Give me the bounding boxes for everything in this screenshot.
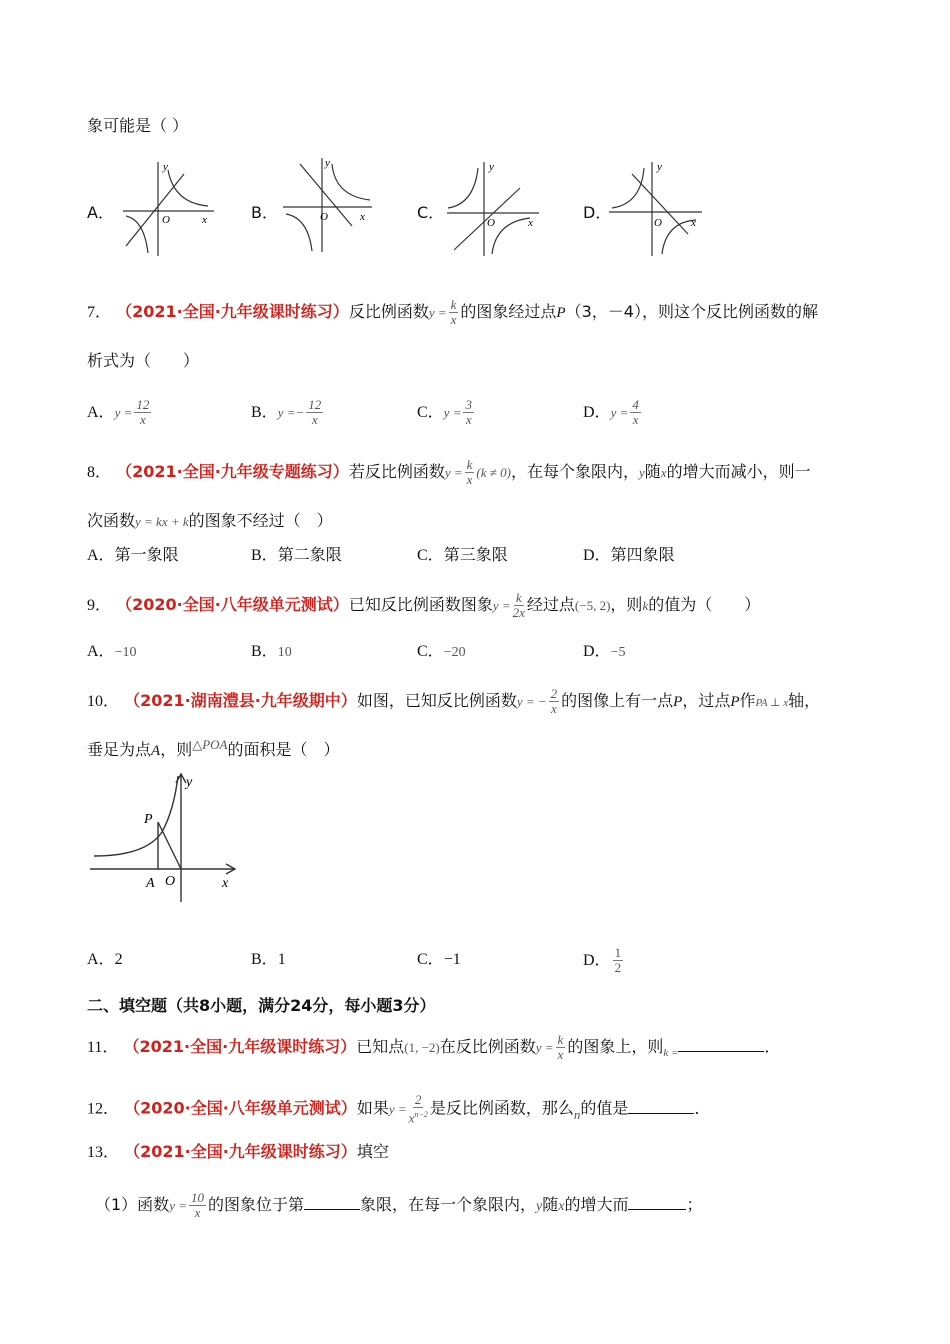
q6-graph-d — [606, 158, 706, 258]
q6-option-b-label[interactable]: B． — [251, 203, 278, 222]
question-9-line-1: 9． （2020·全国·八年级单元测试）已知反比例函数图象y = $\frac{k}{2x}$ 经过点(−5, 2)，则k的值为（ ） — [87, 590, 761, 620]
axis-label-y: y — [325, 157, 330, 169]
question-number: 7． — [87, 304, 112, 321]
q6-graph-c — [444, 158, 544, 258]
q9-option-c[interactable]: C．−20 — [417, 643, 466, 660]
hyperbola-branch — [612, 168, 644, 208]
question-10-line-1: 10． （2021·湖南澧县·九年级期中）如图，已知反比例函数y = − $\frac{2}{x}$ 的图像上有一点P，过点P作PA ⊥ x轴， — [87, 686, 821, 716]
axis-label-x: x — [202, 214, 207, 226]
point-label-p: P — [144, 812, 153, 827]
axis-label-y: y — [186, 775, 193, 790]
q9-option-a[interactable]: A．−10 — [87, 643, 137, 660]
q10-option-c[interactable]: C．−1 — [417, 951, 461, 968]
q8-option-b[interactable]: B．第二象限 — [251, 545, 342, 564]
point-label-o: O — [165, 874, 176, 889]
axis-label-y: y — [657, 161, 662, 173]
question-number: 11． — [87, 1039, 119, 1056]
question-number: 8． — [87, 464, 112, 481]
q6-option-c-label[interactable]: C． — [417, 203, 445, 222]
answer-blank[interactable] — [628, 1099, 694, 1114]
q7-option-c[interactable]: C．y = $\frac{3}{x}$ — [417, 397, 472, 427]
hyperbola-branch — [286, 214, 312, 251]
question-number: 10． — [87, 693, 120, 710]
answer-blank[interactable] — [304, 1195, 360, 1210]
answer-blank[interactable] — [628, 1195, 686, 1210]
q6-option-d-label[interactable]: D． — [583, 203, 612, 222]
source-tag: （2021·全国·九年级课时练习） — [116, 302, 349, 321]
question-13: 13． （2021·全国·九年级课时练习）填空 — [87, 1142, 389, 1161]
q8-option-d[interactable]: D．第四象限 — [583, 545, 675, 564]
q7-option-a[interactable]: A．y = $\frac{12}{x}$ — [87, 397, 150, 427]
q10-option-b[interactable]: B．1 — [251, 951, 286, 968]
q7-option-b[interactable]: B．y =− $\frac{12}{x}$ — [251, 397, 322, 427]
question-10-line-2: 垂足为点A，则$^{\triangle POA}$的面积是（ ） — [87, 737, 340, 759]
hyperbola-branch — [448, 168, 478, 208]
answer-blank[interactable] — [678, 1037, 764, 1052]
axis-label-y: y — [489, 161, 494, 173]
q6-graph-b — [280, 154, 380, 254]
question-8-line-1: 8． （2021·全国·九年级专题练习）若反比例函数y = $\frac{k}{x}$ (k ≠ 0)，在每个象限内，y随x的增大而减小，则一 — [87, 457, 811, 487]
q10-figure — [86, 770, 246, 905]
section-2-heading: 二、填空题（共8小题，满分24分，每小题3分） — [87, 996, 436, 1015]
q9-option-b[interactable]: B．10 — [251, 643, 292, 660]
hyperbola-branch — [126, 216, 148, 253]
fraction: $\frac{k}{x}$ — [450, 297, 457, 327]
source-tag: （2021·全国·九年级专题练习） — [116, 462, 349, 481]
source-tag: （2021·全国·九年级课时练习） — [124, 1142, 357, 1161]
q9-option-d[interactable]: D．−5 — [583, 643, 626, 660]
hyperbola-branch — [332, 164, 370, 200]
axis-label-o: O — [162, 214, 170, 226]
linear-line — [126, 174, 184, 246]
axis-label-x: x — [360, 211, 365, 223]
question-number: 13． — [87, 1144, 120, 1161]
q10-option-a[interactable]: A．2 — [87, 951, 123, 968]
question-13-part-1: （1）函数y = $\frac{10}{x}$ 的图象位于第 象限，在每一个象限内，y随x的增大而 ； — [95, 1190, 703, 1220]
q10-option-d[interactable]: D． $\frac{1}{2}$ — [583, 945, 622, 975]
source-tag: （2020·全国·八年级单元测试） — [116, 595, 349, 614]
axis-label-y: y — [163, 161, 168, 173]
question-7-line-2: 析式为（ ） — [87, 351, 200, 370]
segment-po — [158, 822, 181, 869]
axis-label-o: O — [654, 217, 662, 229]
q8-option-c[interactable]: C．第三象限 — [417, 545, 508, 564]
q7-option-d[interactable]: D．y = $\frac{4}{x}$ — [583, 397, 639, 427]
axis-label-x: x — [528, 217, 533, 229]
question-7-line-1: 7． （2021·全国·九年级课时练习）反比例函数y = $\frac{k}{x}$ 的图象经过点P（3，－4），则这个反比例函数的解 — [87, 297, 818, 327]
question-12: 12． （2020·全国·八年级单元测试）如果y = $\frac{2}{x^{n-2}}$ 是反比例函数，那么$_n$的值是 ． — [87, 1092, 711, 1126]
axis-label-x: x — [222, 876, 229, 891]
question-8-line-2: 次函数y = kx + k的图象不经过（ ） — [87, 511, 333, 530]
source-tag: （2021·全国·九年级课时练习） — [123, 1037, 357, 1056]
point-label-a: A — [146, 876, 155, 891]
axis-label-o: O — [487, 217, 495, 229]
source-tag: （2020·全国·八年级单元测试） — [124, 1098, 357, 1118]
question-number: 9． — [87, 597, 112, 614]
q6-graph-a — [118, 158, 218, 258]
axis-label-o: O — [320, 211, 328, 223]
hyperbola-branch — [492, 218, 530, 254]
source-tag: （2021·湖南澧县·九年级期中） — [124, 691, 357, 710]
hyperbola-branch — [168, 170, 208, 206]
question-number: 12． — [87, 1100, 120, 1118]
question-11: 11． （2021·全国·九年级课时练习）已知点(1, −2)在反比例函数y = $\frac{k}{x}$ 的图象上，则$_{k =}$ ． — [87, 1032, 781, 1062]
axis-label-x: x — [691, 217, 696, 229]
q6-tail-text: 象可能是（ ） — [87, 116, 189, 135]
q6-option-a-label[interactable]: A． — [87, 203, 114, 222]
hyperbola-curve — [94, 776, 178, 856]
q8-option-a[interactable]: A．第一象限 — [87, 545, 179, 564]
